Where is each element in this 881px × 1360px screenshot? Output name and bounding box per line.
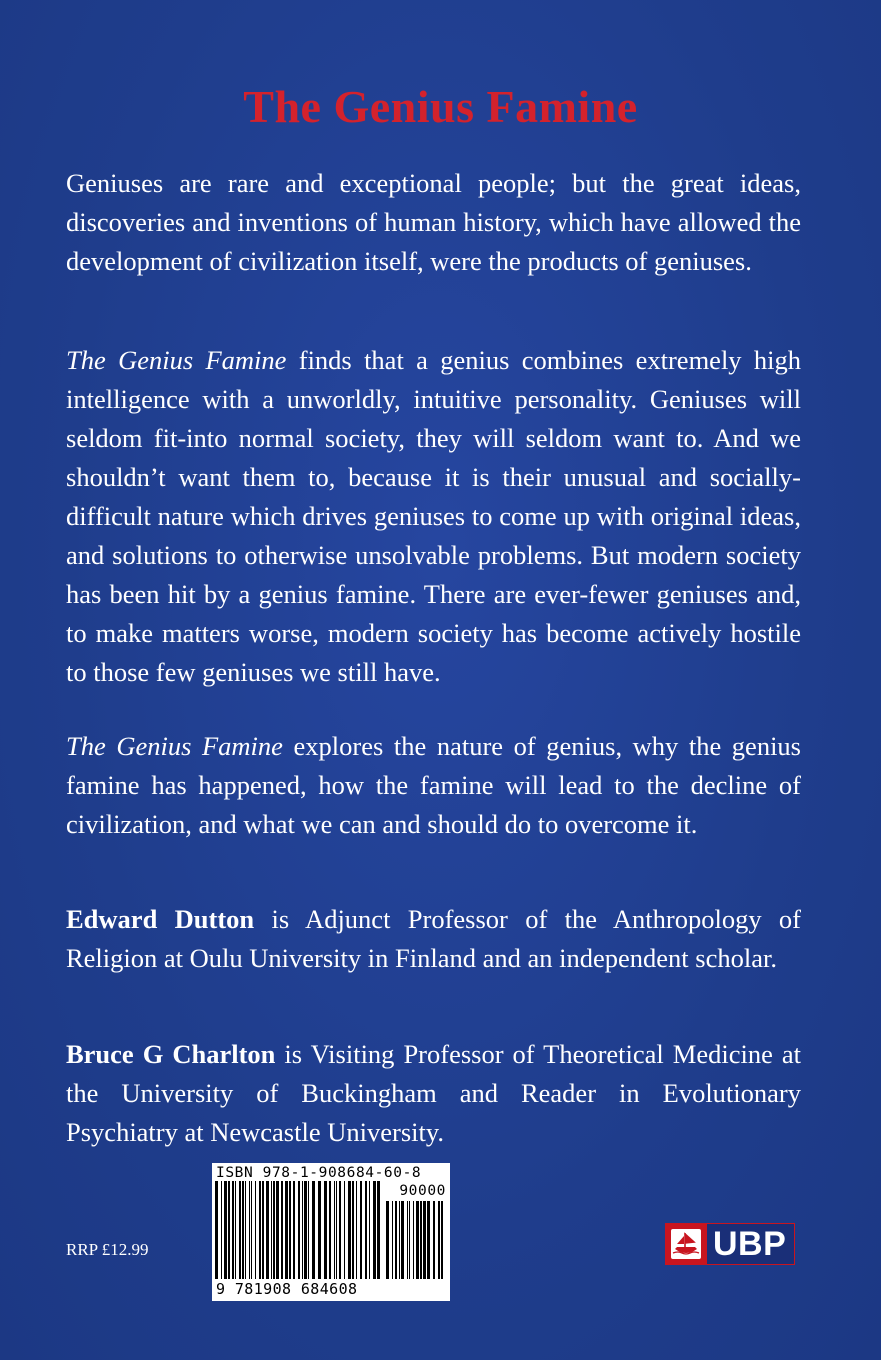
author-bio-2 xyxy=(66,1035,801,1152)
addon-barcode-bars xyxy=(386,1201,446,1281)
blurb-paragraph-3 xyxy=(66,727,801,844)
author-bio-1 xyxy=(66,900,801,978)
price-code: 90000 xyxy=(399,1183,446,1199)
blurb-book-title: The Genius Famine xyxy=(66,345,287,375)
book-title: The Genius Famine xyxy=(243,81,638,132)
isbn-label: ISBN 978-1-908684-60-8 xyxy=(216,1165,422,1181)
author-name: Edward Dutton xyxy=(66,904,255,934)
blurb-paragraph-2 xyxy=(66,341,801,692)
author-bio-text: is Adjunct Professor of the Anthropology of Religion at Oulu University in Finland and an independent scholar. xyxy=(66,904,801,973)
blurb-text: explores the nature of genius, why the genius famine has happened, how the famine will lead to the decline of civilization, and what we can and should do to overcome it. xyxy=(66,731,801,839)
ean-digits: 9 781908 684608 xyxy=(216,1280,358,1298)
publisher-logo xyxy=(665,1223,795,1265)
ship-emblem-icon xyxy=(665,1223,707,1265)
barcode-bars xyxy=(215,1181,380,1281)
publisher-name: UBP xyxy=(707,1223,795,1265)
retail-price: RRP £12.99 xyxy=(66,1240,149,1259)
blurb-paragraph-1: Geniuses are rare and exceptional people; but the great ideas, discoveries and inventions of human history, which have allowed the development of civilization itself, were the products of geniuses. xyxy=(66,168,801,276)
blurb-text: finds that a genius combines extremely high intelligence with a unworldly, intuitive personality. Geniuses will seldom fit-into normal society, they will seldom want to. And we shouldn’t want them to, because it is their unusual and socially-difficult nature which drives geniuses to come up with original ideas, and solutions to otherwise unsolvable problems. But modern society has been hit by a genius famine. There are ever-fewer geniuses and, to make matters worse, modern society has become actively hostile to those few geniuses we still have. xyxy=(66,345,801,687)
blurb-book-title: The Genius Famine xyxy=(66,731,283,761)
author-bio-text: is Visiting Professor of Theoretical Medicine at the University of Buckingham and Reader in Evolutionary Psychiatry at Newcastle University. xyxy=(66,1039,802,1147)
isbn-barcode xyxy=(212,1163,450,1301)
author-name: Bruce G Charlton xyxy=(66,1039,276,1069)
